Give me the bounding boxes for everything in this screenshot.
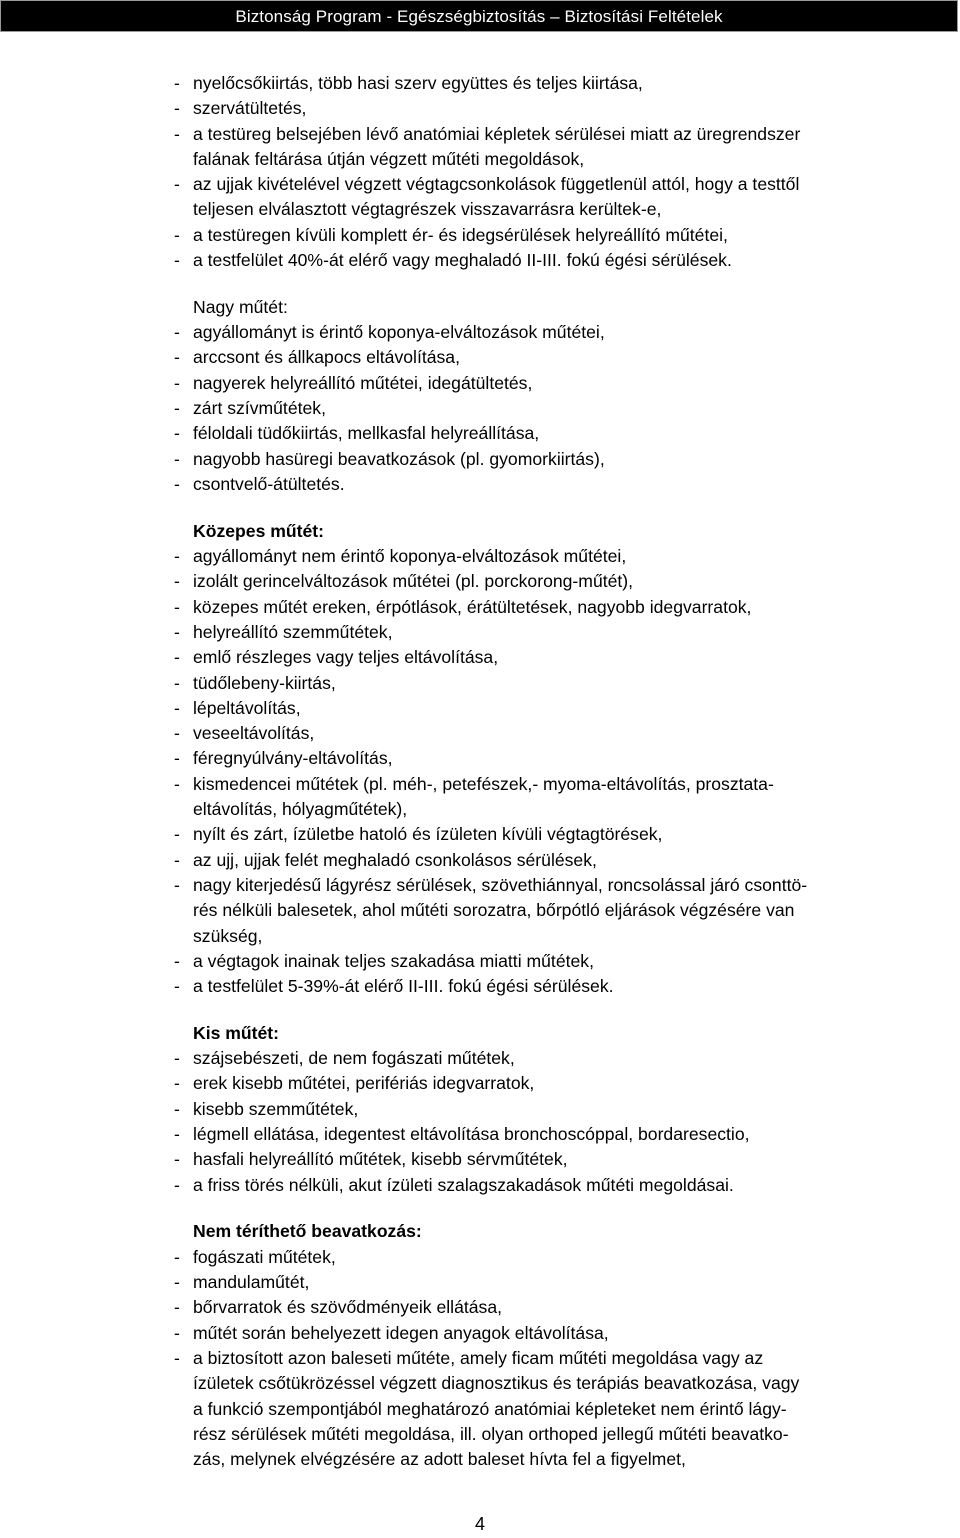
bullet-dash: -	[174, 1149, 180, 1170]
bullet-dash: -	[174, 1098, 180, 1119]
bullet-dash: -	[174, 1124, 180, 1145]
list-item-text: csontvelő-átültetés.	[193, 473, 345, 494]
bullet-dash: -	[174, 647, 180, 668]
bullet-dash: -	[174, 748, 180, 769]
list-item-text: nagy kiterjedésű lágyrész sérülések, szövethiánnyal, roncsolással járó csonttö- rés nélküli balesetek, ahol műtéti sorozatra, bőrpótló eljárások végzésére van szükség,	[193, 874, 808, 946]
bullet-dash: -	[174, 723, 180, 744]
section-title: Nagy műtét:	[193, 296, 288, 317]
bullet-dash: -	[174, 322, 180, 343]
list-item-text: nagyerek helyreállító műtétei, idegátültetés,	[193, 372, 533, 393]
document-header	[0, 0, 958, 32]
bullet-dash: -	[174, 1272, 180, 1293]
section	[174, 1021, 934, 1198]
list-item-text: nagyobb hasüregi beavatkozások (pl. gyomorkiirtás),	[193, 448, 605, 469]
list-item-text: bőrvarratok és szövődményeik ellátása,	[193, 1297, 503, 1318]
bullet-dash: -	[174, 448, 180, 469]
list-item-text: a biztosított azon baleseti műtéte, amely ficam műtéti megoldása vagy az ízületek csőtükrözéssel végzett diagnosztikus és terápiás beavatkozása, vagy a funkció szempontjából meghatározó anatómiai képleteket nem érintő lágy- rész sérülések műtéti megoldása, ill. olyan orthoped jellegű műtéti beavatko- zás, melynek elvégzésére az adott baleset hívta fel a figyelmet,	[193, 1347, 800, 1470]
list-item	[174, 949, 934, 974]
list-item	[174, 569, 934, 594]
list-item-text: fogászati műtétek,	[193, 1246, 336, 1267]
list-item-text: lépeltávolítás,	[193, 697, 301, 718]
list-item	[174, 620, 934, 645]
list-item-text: agyállományt is érintő koponya-elváltozások műtétei,	[193, 322, 605, 343]
bullet-dash: -	[174, 596, 180, 617]
list-item	[174, 447, 934, 472]
list-item	[174, 223, 934, 248]
section-title: Közepes műtét:	[193, 520, 324, 541]
list-item	[174, 71, 934, 96]
bullet-dash: -	[174, 398, 180, 419]
list-item	[174, 974, 934, 999]
list-item-text: közepes műtét ereken, érpótlások, érátültetések, nagyobb idegvarratok,	[193, 596, 752, 617]
list-item	[174, 822, 934, 847]
list-item	[174, 1295, 934, 1320]
bullet-dash: -	[174, 976, 180, 997]
list-item	[174, 746, 934, 771]
list-item	[174, 848, 934, 873]
section	[174, 295, 934, 497]
list-item-text: nyelőcsőkiirtás, több hasi szerv együttes és teljes kiirtása,	[193, 73, 643, 93]
bullet-dash: -	[174, 423, 180, 444]
header-title: Biztonság Program - Egészségbiztosítás – Biztosítási Feltételek	[235, 7, 723, 26]
list-item-text: hasfali helyreállító műtétek, kisebb sérvműtétek,	[193, 1149, 568, 1170]
list-item	[174, 1270, 934, 1295]
list-item-text: erek kisebb műtétei, perifériás idegvarratok,	[193, 1073, 535, 1094]
bullet-dash: -	[174, 224, 180, 245]
bullet-dash: -	[174, 1073, 180, 1094]
list-item	[174, 595, 934, 620]
list-item-text: kismedencei műtétek (pl. méh-, petefészek,- myoma-eltávolítás, prosztata- eltávolítás, hólyagműtétek),	[193, 773, 774, 820]
sections-container	[174, 295, 934, 1473]
list-item-text: a friss törés nélküli, akut ízületi szalagszakadások műtéti megoldásai.	[193, 1174, 734, 1195]
bullet-dash: -	[174, 1347, 180, 1368]
list-item	[174, 1122, 934, 1147]
list-item	[174, 1046, 934, 1071]
bullet-dash: -	[174, 1048, 180, 1069]
list-item-text: az ujj, ujjak felét meghaladó csonkolásos sérülések,	[193, 849, 597, 870]
list-item	[174, 122, 934, 173]
list-item	[174, 396, 934, 421]
bullet-dash: -	[174, 1297, 180, 1318]
list-item	[174, 172, 934, 223]
bullet-dash: -	[174, 1246, 180, 1267]
bullet-dash: -	[174, 546, 180, 567]
list-item	[174, 645, 934, 670]
list-item-text: zárt szívműtétek,	[193, 398, 326, 419]
list-item-text: veseeltávolítás,	[193, 723, 315, 744]
intro-list	[174, 71, 934, 273]
section-title: Kis műtét:	[193, 1022, 280, 1043]
list-item	[174, 421, 934, 446]
list-item	[174, 696, 934, 721]
list-item	[174, 671, 934, 696]
bullet-dash: -	[174, 98, 180, 119]
list-item	[174, 371, 934, 396]
section-title: Nem téríthető beavatkozás:	[193, 1221, 422, 1242]
list-item-text: helyreállító szemműtétek,	[193, 621, 393, 642]
list-item	[174, 772, 934, 823]
bullet-dash: -	[174, 571, 180, 592]
list-item-text: féregnyúlvány-eltávolítás,	[193, 748, 393, 769]
list-item	[174, 873, 934, 949]
bullet-dash: -	[174, 874, 180, 895]
list-item	[174, 248, 934, 273]
list-item-text: féloldali tüdőkiirtás, mellkasfal helyreállítása,	[193, 423, 540, 444]
list-item-text: mandulaműtét,	[193, 1272, 310, 1293]
bullet-dash: -	[174, 950, 180, 971]
list-item-text: a testfelület 5-39%-át elérő II-III. fokú égési sérülések.	[193, 976, 614, 997]
list-item-text: az ujjak kivételével végzett végtagcsonkolások függetlenül attól, hogy a testtől teljesen elválasztott végtagrészek visszavarrásra kerültek-e,	[193, 174, 800, 220]
list-item-text: emlő részleges vagy teljes eltávolítása,	[193, 647, 499, 668]
bullet-dash: -	[174, 174, 180, 195]
list-item-text: szervátültetés,	[193, 98, 307, 119]
list-item-text: kisebb szemműtétek,	[193, 1098, 359, 1119]
list-item	[174, 1346, 934, 1472]
list-item-text: a testüregen kívüli komplett ér- és idegsérülések helyreállító műtétei,	[193, 224, 728, 245]
bullet-dash: -	[174, 773, 180, 794]
bullet-dash: -	[174, 123, 180, 144]
list-item	[174, 1097, 934, 1122]
bullet-dash: -	[174, 672, 180, 693]
section	[174, 519, 934, 1000]
bullet-dash: -	[174, 824, 180, 845]
section	[174, 1219, 934, 1472]
list-item	[174, 1321, 934, 1346]
list-item-text: a testüreg belsejében lévő anatómiai képletek sérülései miatt az üregrendszer falának feltárása útján végzett műtéti megoldások,	[193, 123, 801, 169]
bullet-dash: -	[174, 697, 180, 718]
page-number: 4	[474, 1514, 485, 1534]
list-item	[174, 320, 934, 345]
list-item-text: a végtagok inainak teljes szakadása miatti műtétek,	[193, 950, 594, 971]
list-item-text: agyállományt nem érintő koponya-elváltozások műtétei,	[193, 546, 627, 567]
list-item	[174, 1071, 934, 1096]
list-item	[174, 721, 934, 746]
bullet-dash: -	[174, 621, 180, 642]
bullet-dash: -	[174, 1322, 180, 1343]
list-item	[174, 1147, 934, 1172]
list-item	[174, 1173, 934, 1198]
list-item	[174, 544, 934, 569]
list-item-text: műtét során behelyezett idegen anyagok eltávolítása,	[193, 1322, 609, 1343]
list-item-text: izolált gerincelváltozások műtétei (pl. porckorong-műtét),	[193, 571, 634, 592]
list-item	[174, 96, 934, 121]
list-item-text: nyílt és zárt, ízületbe hatoló és ízületen kívüli végtagtörések,	[193, 824, 663, 845]
list-item-text: szájsebészeti, de nem fogászati műtétek,	[193, 1048, 515, 1069]
bullet-dash: -	[174, 372, 180, 393]
list-item-text: a testfelület 40%-át elérő vagy meghaladó II-III. fokú égési sérülések.	[193, 250, 732, 271]
bullet-dash: -	[174, 1174, 180, 1195]
list-item	[174, 1245, 934, 1270]
list-item	[174, 472, 934, 497]
bullet-dash: -	[174, 473, 180, 494]
document-body	[174, 71, 934, 1472]
list-item-text: arccsont és állkapocs eltávolítása,	[193, 347, 460, 368]
bullet-dash: -	[174, 347, 180, 368]
bullet-dash: -	[174, 250, 180, 271]
list-item	[174, 345, 934, 370]
list-item-text: tüdőlebeny-kiirtás,	[193, 672, 336, 693]
bullet-dash: -	[174, 73, 180, 93]
bullet-dash: -	[174, 849, 180, 870]
list-item-text: légmell ellátása, idegentest eltávolítása bronchoscóppal, bordaresectio,	[193, 1124, 750, 1145]
